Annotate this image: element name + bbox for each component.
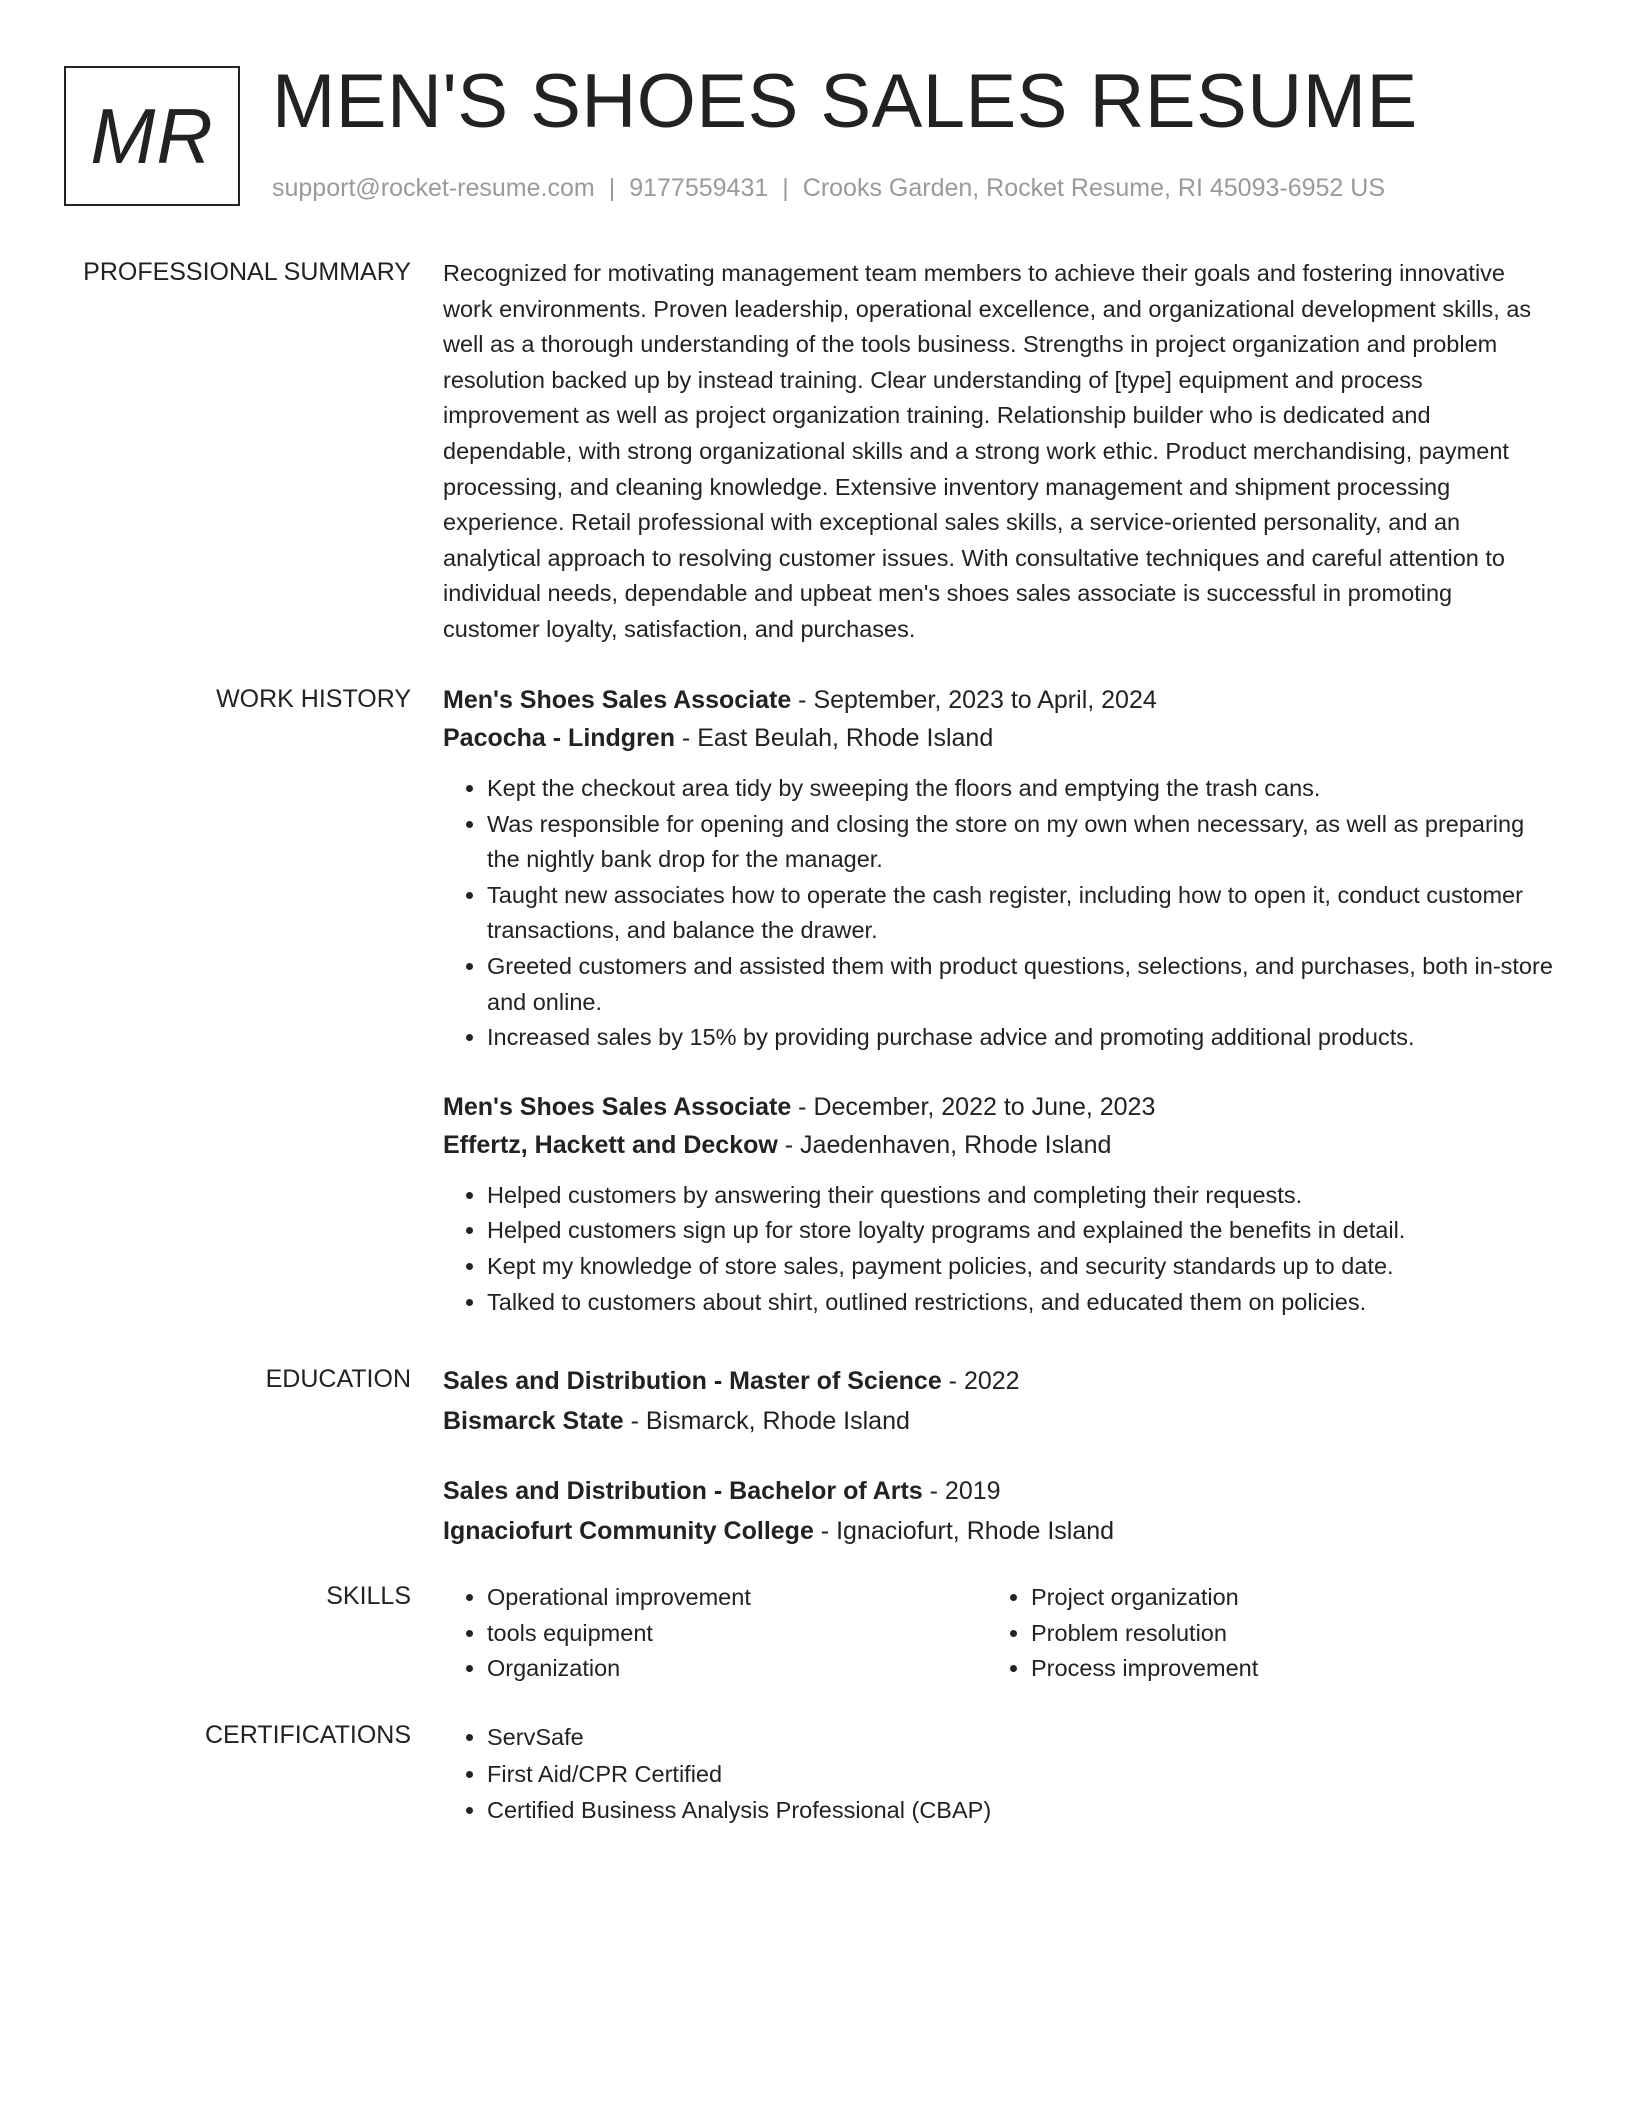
education-year: - 2022 [941, 1367, 1020, 1395]
job-employer-line [443, 719, 1553, 757]
certification-item: • First Aid/CPR Certified [487, 1756, 1553, 1793]
contact-line [272, 174, 1385, 203]
job-bullet: • Was responsible for opening and closing the store on my own when necessary, as well as preparing the nightly bank drop for the manager. [487, 807, 1553, 878]
education-degree: Sales and Distribution - Master of Science [443, 1367, 942, 1395]
job-bullets [443, 1178, 1553, 1320]
page-title: MEN'S SHOES SALES RESUME [272, 59, 1418, 144]
job-bullet: • Helped customers sign up for store loyalty programs and explained the benefits in detail. [487, 1213, 1553, 1249]
job-bullet: • Increased sales by 15% by providing purchase advice and promoting additional products. [487, 1020, 1553, 1056]
skill-item: • Project organization [1031, 1580, 1531, 1616]
job-bullet: • Kept my knowledge of store sales, payment policies, and security standards up to date. [487, 1249, 1553, 1285]
section-label-summary: PROFESSIONAL SUMMARY [83, 258, 411, 286]
certification-item: • Certified Business Analysis Professional (CBAP) [487, 1792, 1553, 1829]
contact-address: Crooks Garden, Rocket Resume, RI 45093-6952 US [802, 174, 1385, 202]
monogram-box [64, 66, 240, 206]
job-employer: Pacocha - Lindgren [443, 724, 675, 752]
job-employer: Effertz, Hackett and Deckow [443, 1130, 778, 1159]
education-entry [443, 1471, 1553, 1551]
job-dates: - September, 2023 to April, 2024 [791, 686, 1157, 714]
job-title: Men's Shoes Sales Associate [443, 686, 792, 714]
skills-list-left [443, 1580, 987, 1687]
job-bullets [443, 771, 1553, 1056]
education-school-line [443, 1511, 1553, 1551]
section-label-education: EDUCATION [265, 1365, 411, 1393]
skill-item: • Process improvement [1031, 1651, 1531, 1687]
contact-separator: | [782, 174, 789, 202]
contact-separator: | [608, 174, 616, 202]
education-school: Ignaciofurt Community College [443, 1517, 814, 1545]
certifications-list [443, 1719, 1553, 1829]
skill-item: • Problem resolution [1031, 1616, 1531, 1652]
job-location: - Jaedenhaven, Rhode Island [777, 1130, 1112, 1159]
job-bullet: • Helped customers by answering their questions and completing their requests. [487, 1178, 1553, 1214]
skills-list-right [987, 1580, 1531, 1687]
contact-email: support@rocket-resume.com [272, 174, 595, 202]
education-degree-line [443, 1471, 1553, 1511]
job-bullet: • Kept the checkout area tidy by sweeping the floors and emptying the trash cans. [487, 771, 1553, 807]
job-entry [443, 681, 1553, 1056]
certification-item: • ServSafe [487, 1719, 1553, 1756]
job-bullet: • Talked to customers about shirt, outlined restrictions, and educated them on policies. [487, 1285, 1553, 1321]
job-title: Men's Shoes Sales Associate [443, 1092, 792, 1121]
section-label-work-history: WORK HISTORY [216, 685, 411, 713]
education-location: - Ignaciofurt, Rhode Island [813, 1517, 1115, 1545]
education-school-line [443, 1401, 1553, 1441]
section-label-certifications: CERTIFICATIONS [204, 1721, 411, 1749]
job-dates: - December, 2022 to June, 2023 [791, 1092, 1156, 1121]
skill-item: • Operational improvement [487, 1580, 987, 1616]
job-employer-line [443, 1126, 1553, 1164]
education-school: Bismarck State [443, 1407, 624, 1435]
skills-columns [443, 1580, 1553, 1687]
initials: MR [90, 91, 214, 180]
section-label-skills: SKILLS [326, 1582, 411, 1610]
summary-text: Recognized for motivating management team members to achieve their goals and fostering innovative work environments. Proven leadership, operational excellence, and organizational development skills, as well as a thorough understanding of the tools business. Strengths in project organization and problem resolution backed up by instead training. Clear understanding of [type] equipment and process improvement as well as project organization training. Relationship builder who is dedicated and dependable, with strong organizational skills and a strong work ethic. Product merchandising, payment processing, and cleaning knowledge. Extensive inventory management and shipment processing experience. Retail professional with exceptional sales skills, a service-oriented personality, and an analytical approach to resolving customer issues. With consultative techniques and careful attention to individual needs, dependable and upbeat men's shoes sales associate is successful in promoting customer loyalty, satisfaction, and purchases. [443, 260, 1532, 642]
education-location: - Bismarck, Rhode Island [623, 1407, 910, 1435]
contact-phone: 9177559431 [629, 174, 769, 202]
skill-item: • tools equipment [487, 1616, 987, 1652]
education-year: - 2019 [922, 1477, 1001, 1505]
job-bullet: • Greeted customers and assisted them with product questions, selections, and purchases, both in-store and online. [487, 949, 1553, 1020]
job-entry [443, 1088, 1553, 1320]
job-title-line [443, 681, 1553, 719]
education-entry [443, 1361, 1553, 1441]
job-location: - East Beulah, Rhode Island [674, 724, 994, 752]
job-bullet: • Taught new associates how to operate the cash register, including how to open it, conduct customer transactions, and balance the drawer. [487, 878, 1553, 949]
education-degree-line [443, 1361, 1553, 1401]
education-degree: Sales and Distribution - Bachelor of Arts [443, 1477, 923, 1505]
skill-item: • Organization [487, 1651, 987, 1687]
job-title-line [443, 1088, 1553, 1126]
